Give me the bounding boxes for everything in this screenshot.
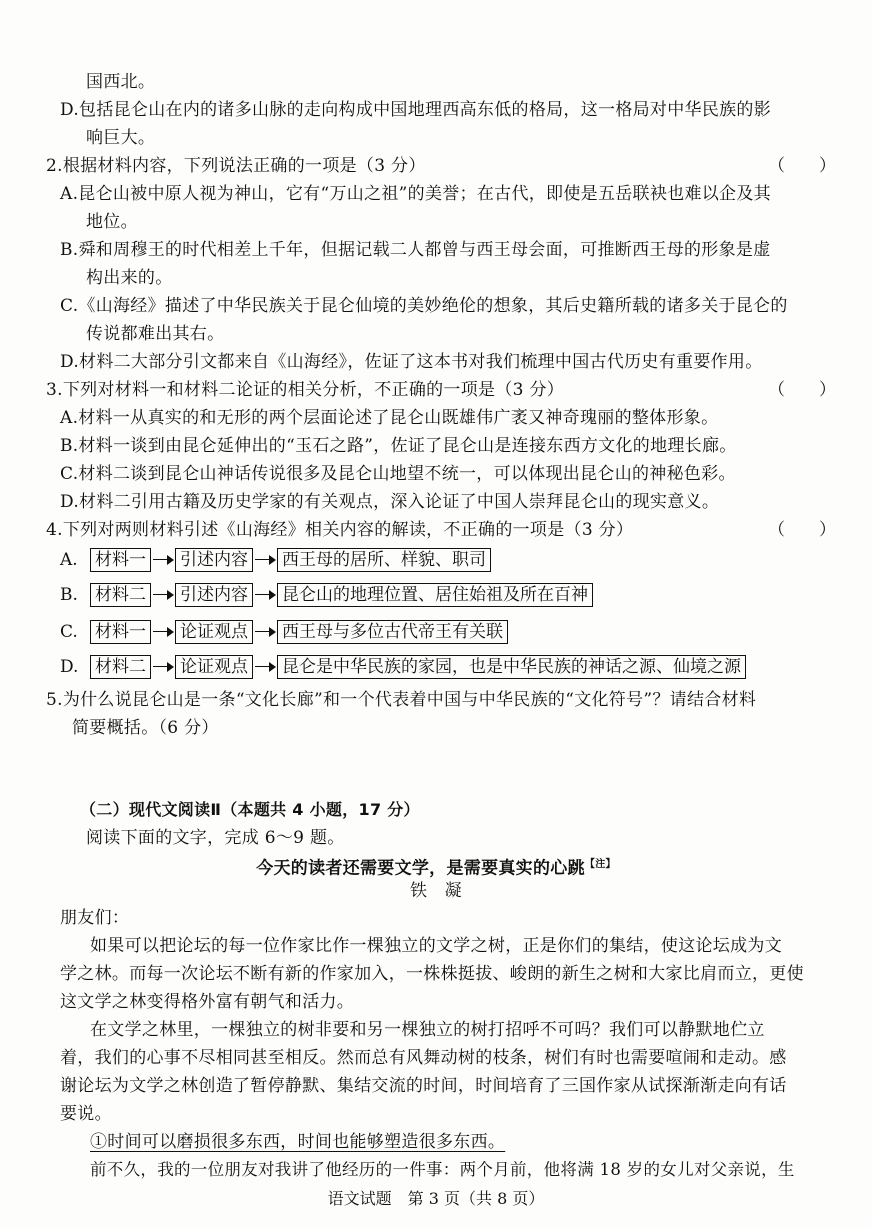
paragraph-line: 如果可以把论坛的每一位作家比作一棵独立的文学之树，正是你们的集结，使这论坛成为文 (90, 936, 782, 956)
question-5: 5.为什么说昆仑山是一条“文化长廊”和一个代表着中国与中华民族的“文化符号”？请结合材料 (46, 690, 757, 710)
question-3: 3.下列对材料一和材料二论证的相关分析，不正确的一项是（3 分） (46, 380, 565, 400)
underlined-sentence: ①时间可以磨损很多东西，时间也能够塑造很多东西。 (90, 1132, 506, 1152)
text-line: 国西北。 (86, 72, 156, 92)
section-heading: （二）现代文阅读Ⅱ（本题共 4 小题，17 分） (80, 800, 420, 819)
option-label: C. (60, 622, 78, 642)
flow-option-b (60, 581, 593, 609)
paragraph-line: 这文学之林变得格外富有朝气和活力。 (60, 992, 355, 1012)
option-text: C.材料二谈到昆仑山神话传说很多及昆仑山地望不统一，可以体现出昆仑山的神秘色彩。 (60, 464, 736, 484)
content-box: 西王母的居所、样貌、职司 (277, 548, 491, 572)
option-text: D.材料二大部分引文都来自《山海经》，佐证了这本书对我们梳理中国古代历史有重要作用。 (60, 352, 763, 372)
answer-blank: （ ） (768, 380, 836, 400)
source-box: 材料二 (90, 655, 151, 679)
option-text: A.材料一从真实的和无形的两个层面论述了昆仑山既雄伟广袤又神奇瑰丽的整体形象。 (60, 408, 719, 428)
article-title-text: 今天的读者还需要文学，是需要真实的心跳 (256, 858, 585, 879)
arrow-right-icon (151, 656, 175, 678)
flow-option-c (60, 618, 508, 646)
paragraph-line: 学之林。而每一次论坛不断有新的作家加入，一株株挺拔、峻朗的新生之树和大家比肩而立，更使 (60, 964, 804, 984)
option-text: 构出来的。 (86, 268, 173, 288)
source-box: 材料二 (90, 583, 151, 607)
option-text: C.《山海经》描述了中华民族关于昆仑仙境的美妙绝伦的想象，其后史籍所载的诸多关于昆仑的 (60, 296, 788, 316)
source-box: 材料一 (90, 548, 151, 572)
arrow-right-icon (253, 584, 277, 606)
option-text: A.昆仑山被中原人视为神山，它有“万山之祖”的美誉；在古代，即使是五岳联袂也难以企及其 (60, 184, 771, 204)
article-title (0, 853, 872, 881)
source-box: 材料一 (90, 620, 151, 644)
paragraph-line: 要说。 (60, 1104, 112, 1124)
paragraph-line: 谢论坛为文学之林创造了暂停静默、集结交流的时间，时间培育了三国作家从试探渐渐走向有话 (60, 1076, 787, 1096)
paragraph-line: 在文学之林里，一棵独立的树非要和另一棵独立的树打招呼不可吗？我们可以静默地伫立 (90, 1020, 765, 1040)
method-box: 论证观点 (175, 620, 253, 644)
option-text: D.材料二引用古籍及历史学家的有关观点，深入论证了中国人崇拜昆仑山的现实意义。 (60, 492, 720, 512)
paragraph-line: 着，我们的心事不尽相同甚至相反。然而总有风舞动树的枝条，树们有时也需要喧闹和走动。感 (60, 1048, 787, 1068)
method-box: 论证观点 (175, 655, 253, 679)
option-label: A. (60, 550, 78, 570)
option-text: 地位。 (86, 212, 138, 232)
arrow-right-icon (253, 656, 277, 678)
footnote-marker: 【注】 (584, 859, 616, 870)
arrow-right-icon (253, 549, 277, 571)
answer-blank: （ ） (768, 156, 836, 176)
method-box: 引述内容 (175, 548, 253, 572)
question-4: 4.下列对两则材料引述《山海经》相关内容的解读，不正确的一项是（3 分） (46, 520, 634, 540)
flow-option-a (60, 546, 491, 574)
arrow-right-icon (151, 549, 175, 571)
page-footer: 语文试题 第 3 页（共 8 页） (327, 1189, 545, 1208)
question-2: 2.根据材料内容，下列说法正确的一项是（3 分） (46, 156, 426, 176)
text-line: 响巨大。 (86, 128, 156, 148)
article-author: 铁 凝 (410, 881, 462, 901)
flow-option-d (60, 653, 746, 681)
option-text: B.材料一谈到由昆仑延伸出的“玉石之路”，佐证了昆仑山是连接东西方文化的地理长廊。 (60, 436, 737, 456)
reading-instruction: 阅读下面的文字，完成 6～9 题。 (86, 828, 345, 848)
paragraph-line: 前不久，我的一位朋友对我讲了他经历的一件事：两个月前，他将满 18 岁的女儿对父亲说，生 (90, 1160, 795, 1179)
content-box: 昆仑是中华民族的家园，也是中华民族的神话之源、仙境之源 (277, 655, 746, 679)
option-label: D. (60, 657, 79, 677)
arrow-right-icon (253, 621, 277, 643)
method-box: 引述内容 (175, 583, 253, 607)
content-box: 昆仑山的地理位置、居住始祖及所在百神 (277, 583, 593, 607)
question-5-cont: 简要概括。（6 分） (72, 718, 219, 738)
option-label: B. (60, 585, 78, 605)
arrow-right-icon (151, 584, 175, 606)
option-d-text: D.包括昆仑山在内的诸多山脉的走向构成中国地理西高东低的格局，这一格局对中华民族的影 (60, 100, 772, 120)
content-box: 西王母与多位古代帝王有关联 (277, 620, 508, 644)
option-text: 传说都难出其右。 (86, 324, 225, 344)
arrow-right-icon (151, 621, 175, 643)
answer-blank: （ ） (768, 520, 836, 540)
option-text: B.舜和周穆王的时代相差上千年，但据记载二人都曾与西王母会面，可推断西王母的形象是虚 (60, 240, 771, 260)
greeting: 朋友们： (60, 908, 130, 928)
